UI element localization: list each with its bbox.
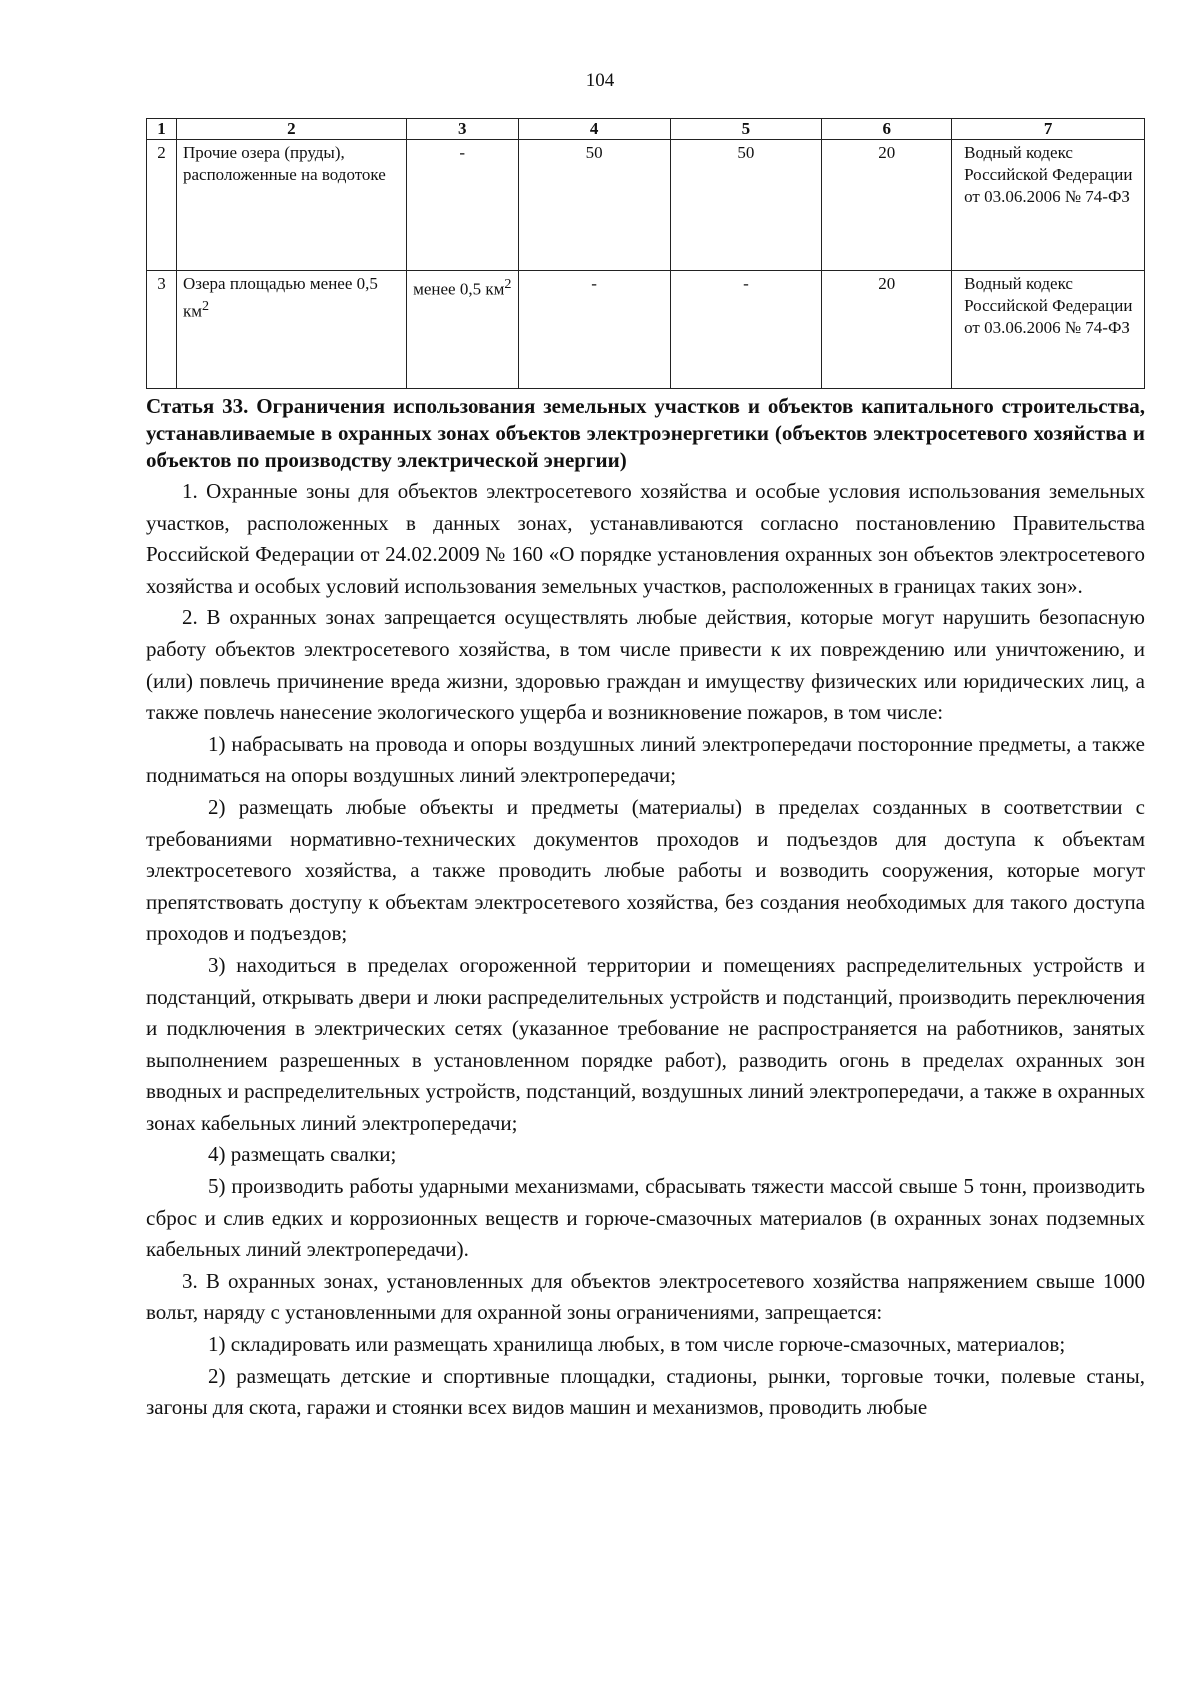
list-item: 5) производить работы ударными механизмами, сбрасывать тяжести массой свыше 5 тонн, производить сброс и слив едких и коррозионных веществ и горюче-смазочных материалов (в охранных зонах подземных кабельных линий электропередачи). bbox=[146, 1174, 1145, 1262]
superscript: 2 bbox=[504, 276, 512, 292]
table-header-cell: 5 bbox=[670, 119, 822, 140]
table-header-cell: 3 bbox=[406, 119, 518, 140]
article-title: Статья 33. Ограничения использования земельных участков и объектов капитального строительства, устанавливаемые в охранных зонах объектов электроэнергетики (объектов электросетевого хозяйства и объектов по производству электрической энергии) bbox=[146, 394, 1145, 472]
table-cell-index: 3 bbox=[147, 271, 177, 389]
table-cell-value: - bbox=[518, 271, 670, 389]
table-cell-area bbox=[406, 271, 518, 389]
article-body bbox=[146, 476, 1145, 1424]
table-cell-area-text: менее 0,5 км bbox=[413, 279, 505, 299]
table-cell-source: Водный кодекс Российской Федерации от 03.06.2006 № 74-ФЗ bbox=[952, 271, 1145, 389]
list-item: 4) размещать свалки; bbox=[208, 1142, 397, 1167]
table-cell-value: 50 bbox=[518, 140, 670, 271]
table-row bbox=[147, 271, 1145, 389]
table-cell-index: 2 bbox=[147, 140, 177, 271]
table-header-cell: 4 bbox=[518, 119, 670, 140]
paragraph: 2. В охранных зонах запрещается осуществлять любые действия, которые могут нарушить безопасную работу объектов электросетевого хозяйства, в том числе привести к их повреждению или уничтожению, и (или) повлечь причинение вреда жизни, здоровью граждан и имуществу физических или юридических лиц, а также повлечь нанесение экологического ущерба и возникновение пожаров, в том числе: bbox=[146, 605, 1145, 725]
table-cell-value: 20 bbox=[822, 271, 952, 389]
table-header-cell: 1 bbox=[147, 119, 177, 140]
table-cell-source: Водный кодекс Российской Федерации от 03.06.2006 № 74-ФЗ bbox=[952, 140, 1145, 271]
paragraph: 1. Охранные зоны для объектов электросетевого хозяйства и особые условия использования земельных участков, расположенных в данных зонах, устанавливаются согласно постановлению Правительства Российской Федерации от 24.02.2009 № 160 «О порядке установления охранных зон объектов электросетевого хозяйства и особых условий использования земельных участков, расположенных в границах таких зон». bbox=[146, 479, 1145, 598]
superscript: 2 bbox=[202, 298, 210, 314]
table-cell-object bbox=[176, 271, 406, 389]
table-cell-object: Прочие озера (пруды), расположенные на водотоке bbox=[176, 140, 406, 271]
restrictions-table bbox=[146, 118, 1145, 389]
table-cell-area: - bbox=[406, 140, 518, 271]
list-item: 2) размещать детские и спортивные площадки, стадионы, рынки, торговые точки, полевые станы, загоны для скота, гаражи и стоянки всех видов машин и механизмов, проводить любые bbox=[146, 1363, 1145, 1420]
table-header-cell: 2 bbox=[176, 119, 406, 140]
paragraph: 3. В охранных зонах, установленных для объектов электросетевого хозяйства напряжением свыше 1000 вольт, наряду с установленными для охранной зоны ограничениями, запрещается: bbox=[146, 1268, 1145, 1325]
table-cell-value: 50 bbox=[670, 140, 822, 271]
table-cell-value: 20 bbox=[822, 140, 952, 271]
list-item: 2) размещать любые объекты и предметы (материалы) в пределах созданных в соответствии с требованиями нормативно-технических документов проходов и подъездов для доступа к объектам электросетевого хозяйства, а также проводить любые работы и возводить сооружения, которые могут препятствовать доступу к объектам электросетевого хозяйства, без создания необходимых для такого доступа проходов и подъездов; bbox=[146, 794, 1145, 946]
table-header-row bbox=[147, 119, 1145, 140]
list-item: 1) набрасывать на провода и опоры воздушных линий электропередачи посторонние предметы, а также подниматься на опоры воздушных линий электропередачи; bbox=[146, 731, 1145, 788]
list-item: 1) складировать или размещать хранилища любых, в том числе горюче-смазочных, материалов; bbox=[208, 1332, 1066, 1357]
table-row bbox=[147, 140, 1145, 271]
page-number: 104 bbox=[585, 70, 615, 91]
table-cell-object-text: Озера площадью менее 0,5 км bbox=[182, 274, 378, 321]
table-header-cell: 7 bbox=[952, 119, 1145, 140]
table-cell-value: - bbox=[670, 271, 822, 389]
table-header-cell: 6 bbox=[822, 119, 952, 140]
list-item: 3) находиться в пределах огороженной территории и помещениях распределительных устройств и подстанций, открывать двери и люки распределительных устройств и подстанций, производить переключения и подключения в электрических сетях (указанное требование не распространяется на работников, занятых выполнением разрешенных в установленном порядке работ), разводить огонь в пределах охранных зон вводных и распределительных устройств, подстанций, воздушных линий электропередачи, а также в охранных зонах кабельных линий электропередачи; bbox=[146, 952, 1145, 1135]
